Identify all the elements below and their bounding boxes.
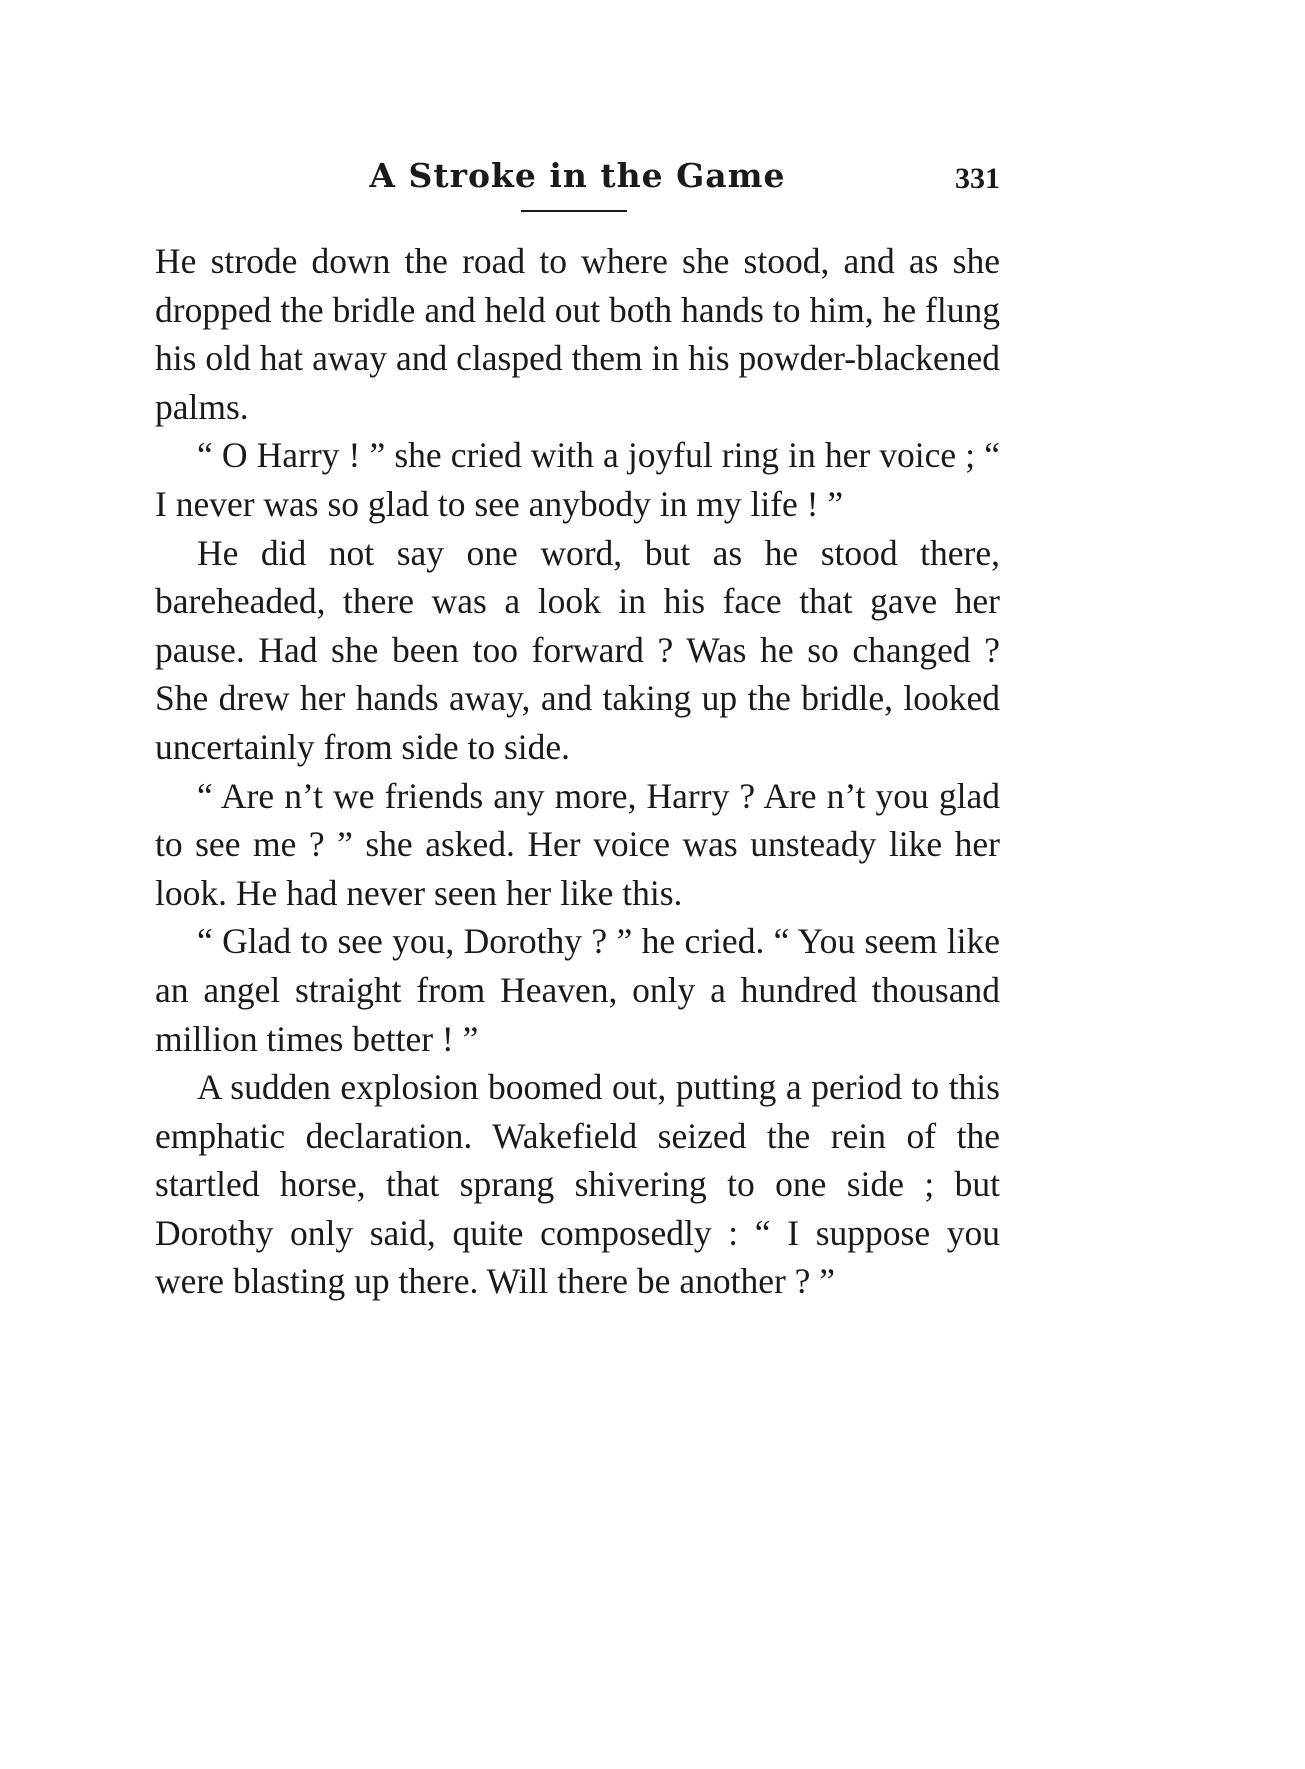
paragraph: “ Glad to see you, Dorothy ? ” he cried. “ You seem like an angel straight from Heaven, only a hundred thousand million times better ! ” <box>155 921 1000 1059</box>
header-rule <box>521 210 627 212</box>
paragraph: He did not say one word, but as he stood there, bareheaded, there was a look in his face that gave her pause. Had she been too forward ? Was he so changed ? She drew her hands away, and taking up the bridle, looked uncertainly from side to side. <box>155 532 1000 767</box>
paragraph: He strode down the road to where she stood, and as she dropped the bridle and held out both hands to him, he flung his old hat away and clasped them in his powder-blackened palms. <box>155 241 1000 427</box>
paragraph: “ Are n’t we friends any more, Harry ? Are n’t you glad to see me ? ” she asked. Her voice was unsteady like her look. He had never seen her like this. <box>155 775 1000 913</box>
page-number: 331 <box>955 162 1000 195</box>
body-text <box>155 237 1000 1306</box>
paragraph: “ O Harry ! ” she cried with a joyful ring in her voice ; “ I never was so glad to see anybody in my life ! ” <box>155 435 1000 524</box>
running-title: A Stroke in the Game <box>369 156 786 195</box>
running-head <box>155 156 1000 204</box>
paragraph: A sudden explosion boomed out, putting a period to this emphatic declaration. Wakefield seized the rein of the startled horse, that sprang shivering to one side ; but Dorothy only said, quite composedly : “ I suppose you were blasting up there. Will there be another ? ” <box>155 1067 1000 1302</box>
